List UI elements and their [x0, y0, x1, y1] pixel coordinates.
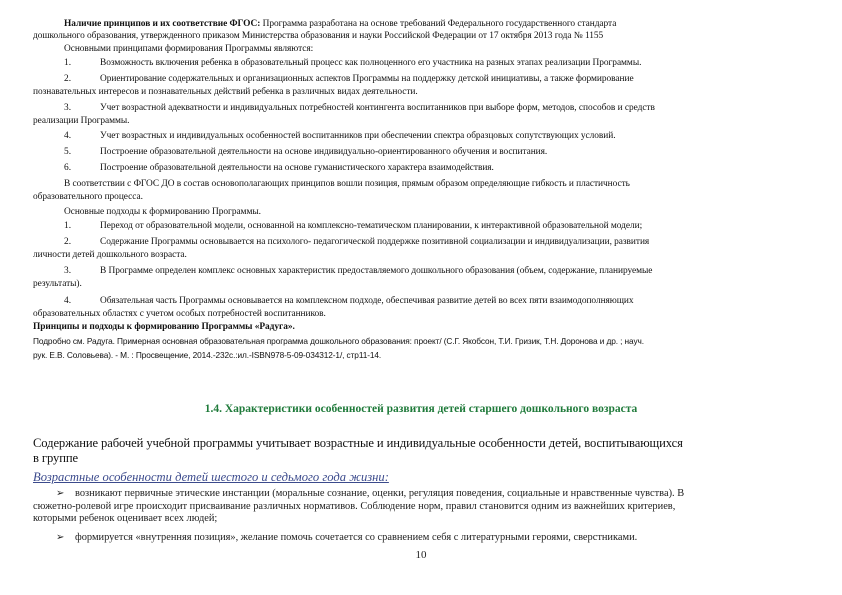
principle-number: 4. [64, 131, 72, 141]
fgos-compliance-label: Наличие принципов и их соответствие ФГОС: [64, 19, 261, 29]
principle-item-cont: познавательных интересов и познавательных действий ребенка в различных видах деятельности. [33, 87, 418, 97]
approach-item: В Программе определен комплекс основных характеристик предоставляемого дошкольного образования (объем, содержание, планируемые [100, 266, 653, 276]
raduga-heading: Принципы и подходы к формированию Программы «Радуга». [33, 322, 295, 332]
content-paragraph-line: Содержание рабочей учебной программы учитывает возрастные и индивидуальные особенности детей, воспитывающихся [33, 436, 683, 450]
fgos-compliance-line [64, 18, 616, 30]
principle-item: Учет возрастной адекватности и индивидуальных потребностей контингента воспитанников при выборе форм, методов, способов и средств [100, 103, 655, 113]
principle-number: 3. [64, 103, 72, 113]
principle-item: Построение образовательной деятельности на основе индивидуально-ориентированного обучения и воспитания. [100, 147, 548, 157]
bullet-item [33, 488, 809, 526]
bullet-item [33, 532, 809, 545]
approaches-intro: Основные подходы к формированию Программы. [64, 207, 261, 217]
approach-number: 3. [64, 266, 72, 276]
principle-item: Построение образовательной деятельности на основе гуманистического характера взаимодействия. [100, 163, 494, 173]
approach-item-cont: личности детей дошкольного возраста. [33, 250, 187, 260]
approach-number: 1. [64, 221, 72, 231]
arrow-bullet-icon: ➢ [56, 488, 65, 499]
principle-number: 6. [64, 163, 72, 173]
approach-item-cont: результаты). [33, 279, 82, 289]
reference-line-2: рук. Е.В. Соловьева). - М. : Просвещение, 2014.-232с.:ил.-ISBN978-5-09-034312-1/, стр11-14. [33, 350, 382, 360]
principle-number: 1. [64, 58, 72, 68]
content-paragraph-line-2: в группе [33, 451, 78, 465]
principle-item-cont: реализации Программы. [33, 116, 130, 126]
approach-number: 4. [64, 296, 72, 306]
bullet-line: формируется «внутренняя позиция», желание помочь сочетается со сравнением себя с литературными героями, сверстниками. [75, 532, 638, 543]
section-heading: 1.4. Характеристики особенностей развития детей старшего дошкольного возраста [204, 403, 638, 415]
approach-item: Обязательная часть Программы основывается на комплексном подходе, обеспечивая развитие детей во всех пяти взаимодополняющих [100, 296, 634, 306]
bullet-line: возникают первичные этические инстанции (моральные сознание, оценки, регуляция поведения, социальные и нравственные чувства). В [75, 488, 685, 499]
fgos-principles-line: В соответствии с ФГОС ДО в состав основополагающих принципов вошли позиция, прямым образом определяющие гибкость и пластичность [64, 179, 630, 189]
approach-number: 2. [64, 237, 72, 247]
reference-line: Подробно см. Радуга. Примерная основная образовательная программа дошкольного образования: проект/ (С.Г. Якобсон, Т.И. Гризик, Т.Н. Доронова и др. ; науч. [33, 336, 644, 346]
fgos-compliance-line-2: дошкольного образования, утвержденного приказом Министерства образования и науки Российской Федерации от 17 октября 2013 года № 1155 [33, 31, 604, 41]
approach-item: Переход от образовательной модели, основанной на комплексно-тематическом планировании, к интерактивной образовательной модели; [100, 221, 643, 231]
principles-intro: Основными принципами формирования Программы являются: [64, 44, 314, 54]
age-features-heading: Возрастные особенности детей шестого и седьмого года жизни: [33, 470, 389, 484]
principle-item: Ориентирование содержательных и организационных аспектов Программы на поддержку детской инициативы, а также формирование [100, 74, 634, 84]
fgos-compliance-text: Программа разработана на основе требований Федерального государственного стандарта [260, 19, 617, 29]
approach-item-cont: образовательных областях с учетом особых потребностей воспитанников. [33, 309, 326, 319]
bullet-line: которыми ребенок оценивает всех людей; [33, 513, 218, 525]
principle-item: Возможность включения ребенка в образовательный процесс как полноценного его участника на разных этапах реализации Программы. [100, 58, 642, 68]
fgos-principles-line-2: образовательного процесса. [33, 192, 143, 202]
page-number: 10 [415, 549, 427, 561]
bullet-line: сюжетно-ролевой игре происходит присваивание различных нормативов. Соблюдение норм, правил становится одним из важнейших критериев, [33, 500, 676, 512]
principle-number: 2. [64, 74, 72, 84]
arrow-bullet-icon: ➢ [56, 532, 65, 543]
principle-number: 5. [64, 147, 72, 157]
approach-item: Содержание Программы основывается на психолого- педагогической поддержке позитивной социализации и индивидуализации, развития [100, 237, 650, 247]
principle-item: Учет возрастных и индивидуальных особенностей воспитанников при обеспечении спектра образцовых сопутствующих условий. [100, 131, 616, 141]
